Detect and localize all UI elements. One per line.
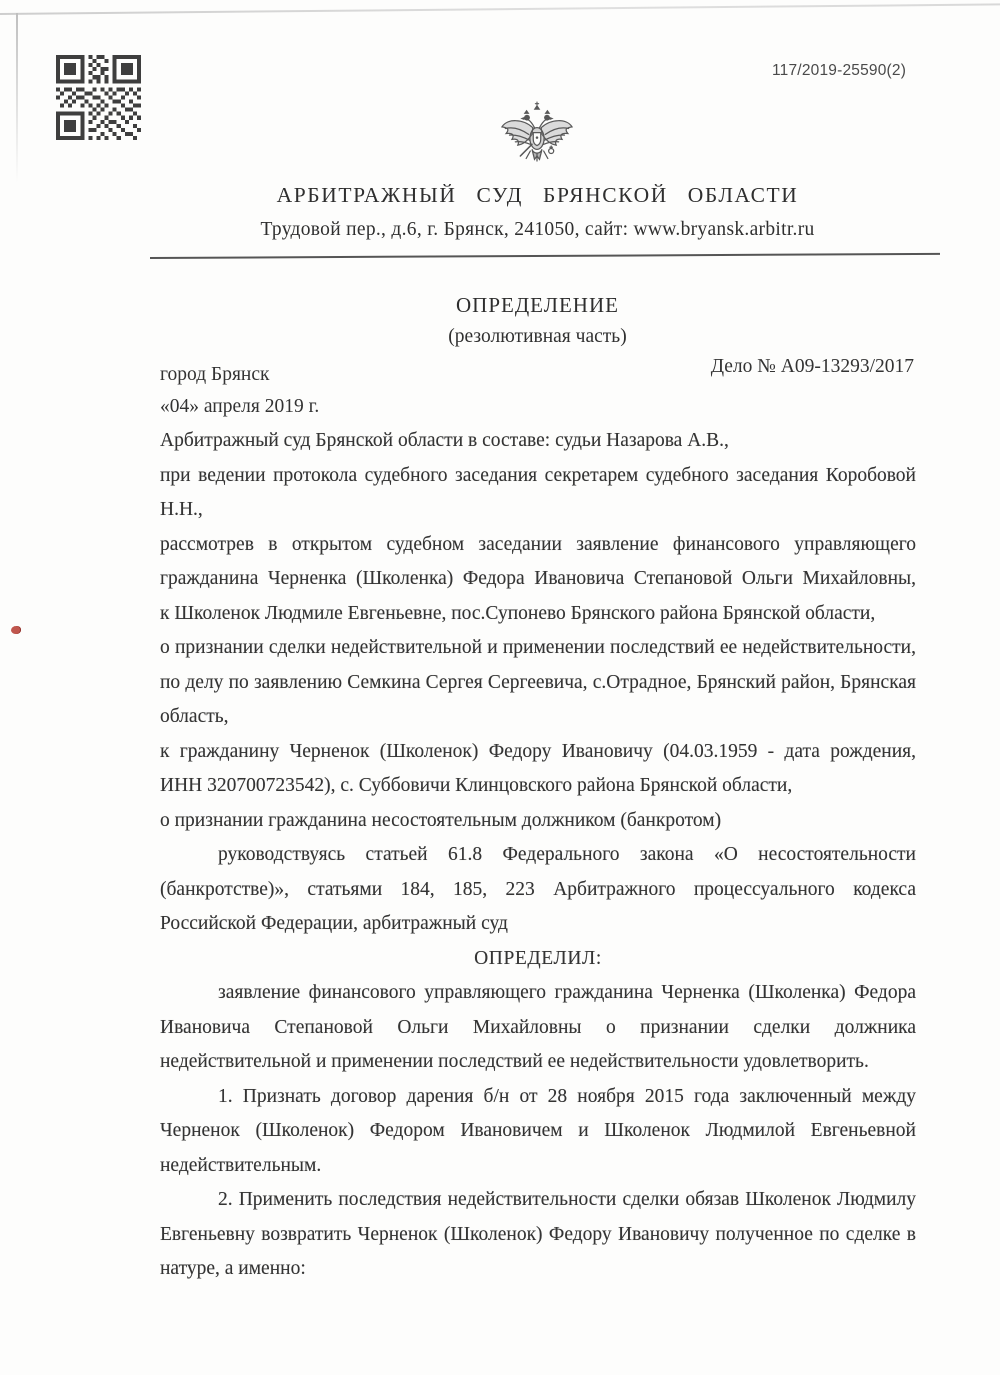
case-number: Дело № А09-13293/2017 (710, 356, 914, 377)
scan-edge-top (0, 3, 1000, 14)
document-subtitle: (резолютивная часть) (448, 326, 627, 347)
document-registration-number: 117/2019-25590(2) (772, 62, 907, 79)
body-line: по делу по заявлению Семкина Сергея Сергеевича, с.Отрадное, Брянский район, Брянская (160, 671, 916, 693)
body-line: Черненок (Школенок) Федором Ивановичем и Школенок Людмилой Евгеньевной (160, 1120, 916, 1141)
body-line: Ивановича Степановой Ольги Михайловны о признании сделки должника (160, 1016, 916, 1038)
body-line: при ведении протокола судебного заседания секретарем судебного заседания Коробовой (160, 464, 916, 486)
document-body (160, 424, 916, 1287)
body-line: область, (160, 706, 229, 727)
body-line: о признании гражданина несостоятельным должником (банкротом) (160, 809, 722, 831)
body-line: 2. Применить последствия недействительности сделки обязав Школенок Людмилу (218, 1189, 916, 1210)
body-line: о признании сделки недействительной и применении последствий ее недействительности, (160, 637, 916, 658)
document-title: ОПРЕДЕЛЕНИЕ (456, 293, 619, 317)
body-line: рассмотрев в открытом судебном заседании заявление финансового управляющего (160, 533, 916, 555)
header-divider (150, 253, 940, 259)
red-ink-mark (11, 626, 21, 634)
body-line: (банкротстве)», статьями 184, 185, 223 Арбитражного процессуального кодекса (160, 878, 916, 900)
body-line: к гражданину Черненок (Школенок) Федору Ивановичу (04.03.1959 - дата рождения, (160, 740, 916, 762)
body-line: недействительной и применении последствий ее недействительности удовлетворить. (160, 1051, 869, 1072)
city-label: город Брянск (160, 364, 270, 385)
body-line: заявление финансового управляющего гражданина Черненка (Школенка) Федора (218, 982, 916, 1003)
body-line: гражданина Черненка (Школенка) Федора Ивановича Степановой Ольги Михайловны, (160, 568, 916, 589)
body-line: 1. Признать договор дарения б/н от 28 ноября 2015 года заключенный между (218, 1085, 916, 1107)
body-line: Евгеньевну возвратить Черненок (Школенок) Федору Ивановичу полученное по сделке в (160, 1223, 916, 1245)
resolution-heading: ОПРЕДЕЛИЛ: (474, 947, 602, 969)
body-line: ИНН 320700723542), с. Суббовичи Клинцовского района Брянской области, (160, 775, 793, 796)
court-name: АРБИТРАЖНЫЙ СУД БРЯНСКОЙ ОБЛАСТИ (276, 183, 799, 207)
body-line: к Школенок Людмиле Евгеньевне, пос.Супонево Брянского района Брянской области, (160, 602, 876, 624)
body-line: натуре, а именно: (160, 1258, 306, 1279)
russia-coat-of-arms-icon (494, 101, 580, 181)
qr-code-icon (56, 55, 141, 140)
body-line: руководствуясь статьей 61.8 Федерального закона «О несостоятельности (218, 844, 916, 865)
body-line: Российской Федерации, арбитражный суд (160, 913, 508, 934)
scan-edge-left (16, 13, 18, 183)
court-address: Трудовой пер., д.6, г. Брянск, 241050, сайт: www.bryansk.arbitr.ru (260, 219, 815, 240)
body-line: Арбитражный суд Брянской области в составе: судьи Назарова А.В., (160, 430, 729, 451)
document-date: «04» апреля 2019 г. (160, 396, 320, 417)
body-line: Н.Н., (160, 499, 203, 520)
body-line: недействительным. (160, 1154, 322, 1176)
